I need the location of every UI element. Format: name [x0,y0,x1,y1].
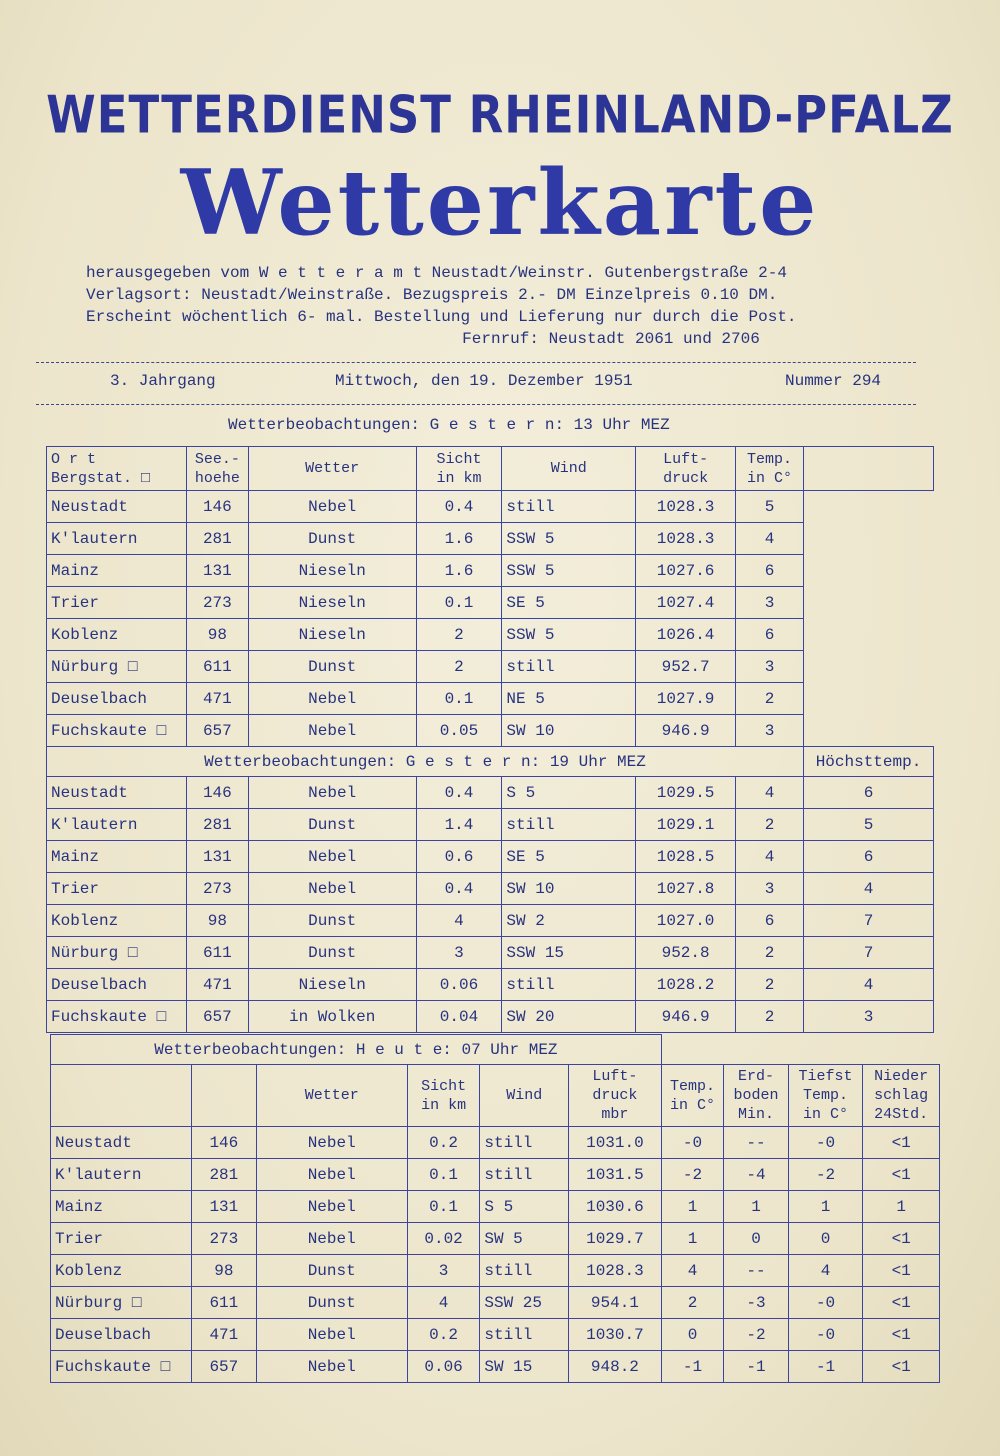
table-cell: 0.02 [407,1223,480,1255]
divider-top [36,362,916,363]
table-cell: 146 [186,777,248,809]
header-blank [51,1065,192,1127]
table-cell: 1029.7 [569,1223,662,1255]
table-cell: 1 [788,1191,863,1223]
table-cell: 1027.6 [636,555,736,587]
table-cell: 6 [804,841,934,873]
table-cell: Nebel [248,715,416,747]
table-row [51,1191,940,1223]
table-cell: 281 [186,809,248,841]
table-cell: 1028.3 [636,523,736,555]
table-cell: 1028.2 [636,969,736,1001]
table-cell: 6 [736,555,804,587]
table-cell: still [480,1319,569,1351]
table-cell: 4 [804,969,934,1001]
station-name: Fuchskaute □ [47,715,187,747]
station-name: Neustadt [47,777,187,809]
table-cell: Dunst [248,937,416,969]
table-cell: 3 [736,715,804,747]
table-cell: still [480,1159,569,1191]
table-cell: 2 [736,683,804,715]
masthead-subtitle: Wetterkarte [180,150,820,256]
table-cell: 2 [736,1001,804,1033]
table-cell: -1 [661,1351,723,1383]
table-cell: <1 [863,1287,940,1319]
header-wetter: Wetter [256,1065,407,1127]
table-row [47,937,934,969]
header-wind: Wind [502,447,636,491]
table-cell: 471 [186,969,248,1001]
table-row [47,873,934,905]
table-cell: <1 [863,1159,940,1191]
table-cell: Nebel [256,1191,407,1223]
table-cell: Nieseln [248,619,416,651]
table-cell: 1031.5 [569,1159,662,1191]
table-cell: 1028.3 [569,1255,662,1287]
table-cell: 131 [186,841,248,873]
table-cell: 3 [416,937,502,969]
table-cell: -1 [724,1351,789,1383]
section3-header-row [51,1065,940,1127]
station-name: Mainz [47,841,187,873]
table-cell: -3 [724,1287,789,1319]
header-seehoehe: See.- hoehe [186,447,248,491]
table-row [47,587,934,619]
table-row [51,1223,940,1255]
section2-title-row [47,747,934,777]
table-cell: 1030.6 [569,1191,662,1223]
table-cell: 3 [736,587,804,619]
header-luftdruck: Luft- druck mbr [569,1065,662,1127]
table-cell: 2 [416,651,502,683]
table-row [47,905,934,937]
table-cell: still [502,651,636,683]
table-cell: Dunst [256,1287,407,1319]
table-cell: 1026.4 [636,619,736,651]
table-cell: 273 [186,587,248,619]
table-cell: SW 10 [502,715,636,747]
table-cell: 0.06 [407,1351,480,1383]
table-row [47,777,934,809]
masthead-title: WETTERDIENST RHEINLAND-PFALZ [46,84,954,145]
station-name: Nürburg □ [47,651,187,683]
table-cell: SSW 5 [502,555,636,587]
table-cell: <1 [863,1223,940,1255]
station-name: K'lautern [47,523,187,555]
table-cell: -0 [788,1319,863,1351]
station-name: Fuchskaute □ [47,1001,187,1033]
publisher-phone: Fernruf: Neustadt 2061 und 2706 [462,330,760,348]
table-cell: Nebel [256,1319,407,1351]
table-cell: 131 [186,555,248,587]
table-cell: 946.9 [636,715,736,747]
table-cell: <1 [863,1127,940,1159]
table-cell: SSW 15 [502,937,636,969]
table-cell: 281 [186,523,248,555]
table-cell: S 5 [480,1191,569,1223]
table-cell: 0.1 [407,1159,480,1191]
header-blank [192,1065,257,1127]
table-cell: 1 [724,1191,789,1223]
table-cell: Dunst [256,1255,407,1287]
station-name: Neustadt [47,491,187,523]
table-cell: 273 [186,873,248,905]
table-cell: 5 [804,809,934,841]
table-cell: SW 2 [502,905,636,937]
header-sicht: Sicht in km [416,447,502,491]
header-luftdruck: Luft- druck [636,447,736,491]
table-cell: 0.2 [407,1319,480,1351]
table-cell: Dunst [248,523,416,555]
table-cell: -2 [661,1159,723,1191]
table-cell: 0.2 [407,1127,480,1159]
header-temp: Temp. in C° [736,447,804,491]
header-erdboden: Erd- boden Min. [724,1065,789,1127]
station-name: Deuselbach [51,1319,192,1351]
table-cell: 7 [804,905,934,937]
table-cell: 0.4 [416,873,502,905]
table-cell: SSW 5 [502,619,636,651]
header-wetter: Wetter [248,447,416,491]
header-ort [47,447,187,491]
station-name: K'lautern [51,1159,192,1191]
station-name: Koblenz [51,1255,192,1287]
table-cell: 952.8 [636,937,736,969]
header-wind: Wind [480,1065,569,1127]
table-cell: 611 [192,1287,257,1319]
table-cell: SW 10 [502,873,636,905]
section1-header-row [47,447,934,491]
header-niederschlag: Nieder schlag 24Std. [863,1065,940,1127]
table-row [47,841,934,873]
table-cell: 6 [736,619,804,651]
table-cell: 1028.5 [636,841,736,873]
publisher-line: Erscheint wöchentlich 6- mal. Bestellung und Lieferung nur durch die Post. [86,308,797,326]
empty-cell [661,1035,939,1065]
table-row [51,1319,940,1351]
table-cell: 1 [661,1223,723,1255]
table-cell: 0.1 [407,1191,480,1223]
table-cell: NE 5 [502,683,636,715]
table-row [47,491,934,523]
table-cell: 0.6 [416,841,502,873]
table-cell: -2 [724,1319,789,1351]
station-name: Trier [47,873,187,905]
table-cell: 657 [186,715,248,747]
table-cell: 471 [192,1319,257,1351]
issue-jahrgang: 3. Jahrgang [110,372,216,390]
table-cell: 0.06 [416,969,502,1001]
table-cell: Nebel [256,1159,407,1191]
table-cell: -0 [788,1287,863,1319]
table-row [47,809,934,841]
table-cell: <1 [863,1319,940,1351]
table-cell: 273 [192,1223,257,1255]
table-cell: 146 [186,491,248,523]
table-cell: 4 [736,777,804,809]
table-cell: 0.1 [416,587,502,619]
table-row [51,1287,940,1319]
issue-date: Mittwoch, den 19. Dezember 1951 [335,372,633,390]
observations-table-heute [50,1034,940,1383]
table-cell: SW 5 [480,1223,569,1255]
station-name: Fuchskaute □ [51,1351,192,1383]
header-tiefst: Tiefst Temp. in C° [788,1065,863,1127]
table-cell: Nieseln [248,587,416,619]
table-cell: 2 [736,969,804,1001]
table-cell: 0.1 [416,683,502,715]
station-name: Trier [51,1223,192,1255]
table-cell: 1031.0 [569,1127,662,1159]
table-row [51,1127,940,1159]
table-cell: 611 [186,937,248,969]
table-row [47,683,934,715]
table-cell: still [502,809,636,841]
table-cell: 3 [736,651,804,683]
table-cell: Dunst [248,809,416,841]
table-cell: <1 [863,1255,940,1287]
table-cell: 4 [788,1255,863,1287]
table-cell: Nieseln [248,969,416,1001]
table-cell: 1029.1 [636,809,736,841]
table-row [51,1159,940,1191]
section1-title: Wetterbeobachtungen: G e s t e r n: 13 Uhr MEZ [228,416,670,434]
divider-bottom [36,404,916,405]
station-name: Nürburg □ [51,1287,192,1319]
table-cell: 946.9 [636,1001,736,1033]
table-cell: 5 [736,491,804,523]
table-cell: 7 [804,937,934,969]
table-cell: 657 [192,1351,257,1383]
table-cell: 4 [736,523,804,555]
station-name: K'lautern [47,809,187,841]
table-cell: 6 [804,777,934,809]
table-cell: 2 [661,1287,723,1319]
table-cell: 1027.8 [636,873,736,905]
empty-cell [804,447,934,491]
section3-title: Wetterbeobachtungen: H e u t e: 07 Uhr MEZ [51,1035,662,1065]
table-cell: Nebel [248,841,416,873]
table-cell: 3 [804,1001,934,1033]
table-cell: 0.05 [416,715,502,747]
table-cell: 611 [186,651,248,683]
table-cell: 0.04 [416,1001,502,1033]
table-cell: in Wolken [248,1001,416,1033]
table-cell: -2 [788,1159,863,1191]
table-cell: 6 [736,905,804,937]
table-cell: S 5 [502,777,636,809]
station-name: Nürburg □ [47,937,187,969]
table-cell: SSW 25 [480,1287,569,1319]
table-cell: 1027.9 [636,683,736,715]
table-cell: 0 [788,1223,863,1255]
publisher-info [86,262,926,350]
station-name: Mainz [51,1191,192,1223]
table-cell: 952.7 [636,651,736,683]
table-cell: 1030.7 [569,1319,662,1351]
table-cell: 1028.3 [636,491,736,523]
issue-number: Nummer 294 [785,372,882,390]
table-cell: SSW 5 [502,523,636,555]
table-cell: -0 [661,1127,723,1159]
table-cell: 0 [724,1223,789,1255]
table-cell: Nieseln [248,555,416,587]
table-cell: 0.4 [416,491,502,523]
table-cell: 3 [736,873,804,905]
station-name: Neustadt [51,1127,192,1159]
table-cell: 1.4 [416,809,502,841]
section2-title: Wetterbeobachtungen: G e s t e r n: 19 Uhr MEZ [47,747,804,777]
table-row [47,555,934,587]
table-cell: SW 20 [502,1001,636,1033]
table-row [51,1351,940,1383]
table-cell: still [480,1255,569,1287]
table-cell: 1.6 [416,555,502,587]
observations-table-gestern [46,446,934,1033]
station-name: Koblenz [47,905,187,937]
table-cell: -- [724,1255,789,1287]
table-cell: 98 [186,905,248,937]
table-cell: 4 [407,1287,480,1319]
table-cell: 281 [192,1159,257,1191]
table-cell: SE 5 [502,841,636,873]
table-cell: Nebel [248,683,416,715]
table-cell: Dunst [248,651,416,683]
table-row [47,1001,934,1033]
table-cell: -- [724,1127,789,1159]
table-cell: 1027.4 [636,587,736,619]
table-cell: still [502,969,636,1001]
table-cell: 3 [407,1255,480,1287]
table-cell: Nebel [256,1223,407,1255]
table-cell: 657 [186,1001,248,1033]
station-name: Deuselbach [47,969,187,1001]
table-cell: 0 [661,1319,723,1351]
table-cell: Nebel [248,491,416,523]
table-cell: still [480,1127,569,1159]
table-cell: 131 [192,1191,257,1223]
header-bergstat-label: Bergstat. □ [51,469,151,487]
header-hoechsttemp: Höchsttemp. [804,747,934,777]
table-cell: 4 [804,873,934,905]
section3-title-row [51,1035,940,1065]
table-row [47,523,934,555]
header-sicht: Sicht in km [407,1065,480,1127]
table-cell: Nebel [256,1127,407,1159]
table-cell: Nebel [248,873,416,905]
table-cell: SE 5 [502,587,636,619]
table-cell: 146 [192,1127,257,1159]
table-cell: -0 [788,1127,863,1159]
station-name: Mainz [47,555,187,587]
station-name: Koblenz [47,619,187,651]
table-row [47,715,934,747]
table-cell: -1 [788,1351,863,1383]
header-temp: Temp. in C° [661,1065,723,1127]
table-cell: 2 [416,619,502,651]
table-cell: Nebel [248,777,416,809]
table-row [47,619,934,651]
table-cell: <1 [863,1351,940,1383]
table-cell: 1029.5 [636,777,736,809]
table-cell: 98 [192,1255,257,1287]
table-cell: still [502,491,636,523]
table-cell: 2 [736,937,804,969]
header-ort-label: O r t [51,450,97,468]
table-cell: 98 [186,619,248,651]
table-cell: 1 [863,1191,940,1223]
publisher-line: Verlagsort: Neustadt/Weinstraße. Bezugspreis 2.- DM Einzelpreis 0.10 DM. [86,286,778,304]
table-cell: 0.4 [416,777,502,809]
table-cell: 4 [416,905,502,937]
table-cell: 1 [661,1191,723,1223]
table-cell: SW 15 [480,1351,569,1383]
table-cell: 4 [736,841,804,873]
publisher-line: herausgegeben vom W e t t e r a m t Neustadt/Weinstr. Gutenbergstraße 2-4 [86,264,787,282]
table-cell: -4 [724,1159,789,1191]
table-cell: Dunst [248,905,416,937]
station-name: Trier [47,587,187,619]
table-cell: 471 [186,683,248,715]
table-cell: 954.1 [569,1287,662,1319]
table-row [47,651,934,683]
table-row [47,969,934,1001]
table-cell: 2 [736,809,804,841]
table-row [51,1255,940,1287]
table-cell: 1.6 [416,523,502,555]
table-cell: Nebel [256,1351,407,1383]
table-cell: 948.2 [569,1351,662,1383]
station-name: Deuselbach [47,683,187,715]
table-cell: 1027.0 [636,905,736,937]
table-cell: 4 [661,1255,723,1287]
